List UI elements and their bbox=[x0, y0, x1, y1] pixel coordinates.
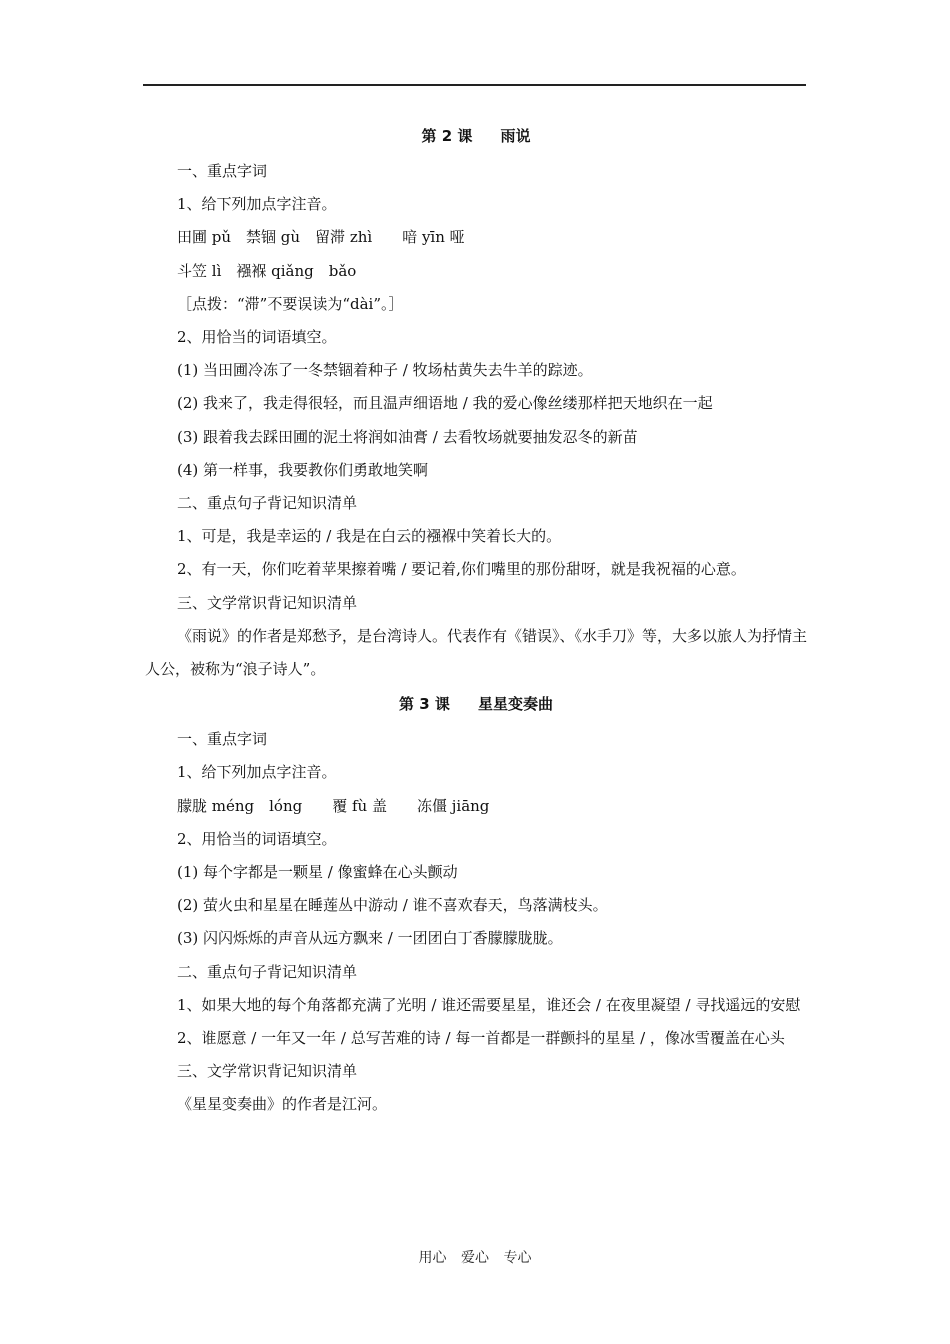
lesson-3-sentence-2: 2、谁愿意 / 一年又一年 / 总写苦难的诗 / 每一首都是一群颤抖的星星 / ，像冰雪覆盖在心头 bbox=[177, 1029, 785, 1048]
lesson-2-line: (2) 我来了，我走得很轻，而且温声细语地 / 我的爱心像丝缕那样把天地织在一起 bbox=[177, 394, 713, 413]
lesson-3-line: 二、重点句子背记知识清单 bbox=[177, 962, 358, 981]
lesson-2-number: 第 2 课 bbox=[421, 127, 473, 145]
lesson-3-line: 《星星变奏曲》的作者是江河。 bbox=[177, 1095, 388, 1114]
lesson-3-line: 朦胧 méng lóng 覆 fù 盖 冻僵 jiāng bbox=[177, 796, 490, 815]
lesson-2-line: 一、重点字词 bbox=[177, 162, 268, 180]
lesson-3-line: (3) 闪闪烁烁的声音从远方飘来 / 一团团白丁香朦朦胧胧。 bbox=[177, 929, 563, 948]
lesson-3-line: (2) 萤火虫和星星在睡莲丛中游动 / 谁不喜欢春天，鸟落满枝头。 bbox=[177, 896, 608, 915]
lesson-3-line: 一、重点字词 bbox=[177, 730, 268, 749]
lesson-3-line: 1、给下列加点字注音。 bbox=[177, 763, 337, 782]
lesson-2-line: 2、有一天，你们吃着苹果擦着嘴 / 要记着,你们嘴里的那份甜呀，就是我祝福的心意。 bbox=[177, 560, 746, 579]
lesson-2-name: 雨说 bbox=[500, 127, 531, 145]
page-footer bbox=[0, 1247, 950, 1267]
lesson-2-line: 田圃 pǔ 禁锢 gù 留滞 zhì 喑 yīn 哑 bbox=[177, 228, 465, 247]
footer-word: 用心 bbox=[418, 1250, 447, 1266]
lesson-3-number: 第 3 课 bbox=[399, 695, 450, 714]
lesson-2-line: 三、文学常识背记知识清单 bbox=[177, 593, 358, 612]
lesson-3-name: 星星变奏曲 bbox=[477, 695, 553, 714]
lesson-2-line: (4) 第一样事，我要教你们勇敢地笑啊 bbox=[177, 460, 429, 479]
lesson-3-line: 2、用恰当的词语填空。 bbox=[177, 829, 337, 848]
lesson-3-title bbox=[145, 686, 807, 723]
lesson-2-line: 斗笠 lì 襁褓 qiǎng bǎo bbox=[177, 261, 357, 280]
lesson-2-line: 2、用恰当的词语填空。 bbox=[177, 328, 337, 347]
lesson-2-title bbox=[145, 118, 807, 155]
lesson-3-line: (1) 每个字都是一颗星 / 像蜜蜂在心头颤动 bbox=[177, 863, 458, 882]
lesson-2-line: 1、可是，我是幸运的 / 我是在白云的襁褓中笑着长大的。 bbox=[177, 527, 562, 546]
lesson-3-sentence-1: 1、如果大地的每个角落都充满了光明 / 谁还需要星星，谁还会 / 在夜里凝望 / 寻找遥远的安慰 bbox=[177, 995, 801, 1014]
document-body bbox=[145, 118, 807, 1122]
lesson-2-line: ［点拨：“滞”不要误读为“dài”。］ bbox=[177, 294, 404, 313]
lesson-2-literature-paragraph: 《雨说》的作者是郑愁予，是台湾诗人。代表作有《错误》、《水手刀》等，大多以旅人为抒情主人公，被称为“浪子诗人”。 bbox=[145, 626, 808, 679]
lesson-2-line: 1、给下列加点字注音。 bbox=[177, 195, 337, 214]
footer-word: 爱心 bbox=[461, 1250, 489, 1266]
header-rule bbox=[143, 84, 806, 86]
lesson-3-line: 三、文学常识背记知识清单 bbox=[177, 1062, 358, 1081]
footer-word: 专心 bbox=[503, 1250, 532, 1266]
lesson-2-line: 二、重点句子背记知识清单 bbox=[177, 494, 358, 513]
lesson-2-line: (3) 跟着我去踩田圃的泥土将润如油膏 / 去看牧场就要抽发忍冬的新苗 bbox=[177, 427, 638, 446]
lesson-2-line: (1) 当田圃冷冻了一冬禁锢着种子 / 牧场枯黄失去牛羊的踪迹。 bbox=[177, 361, 593, 380]
